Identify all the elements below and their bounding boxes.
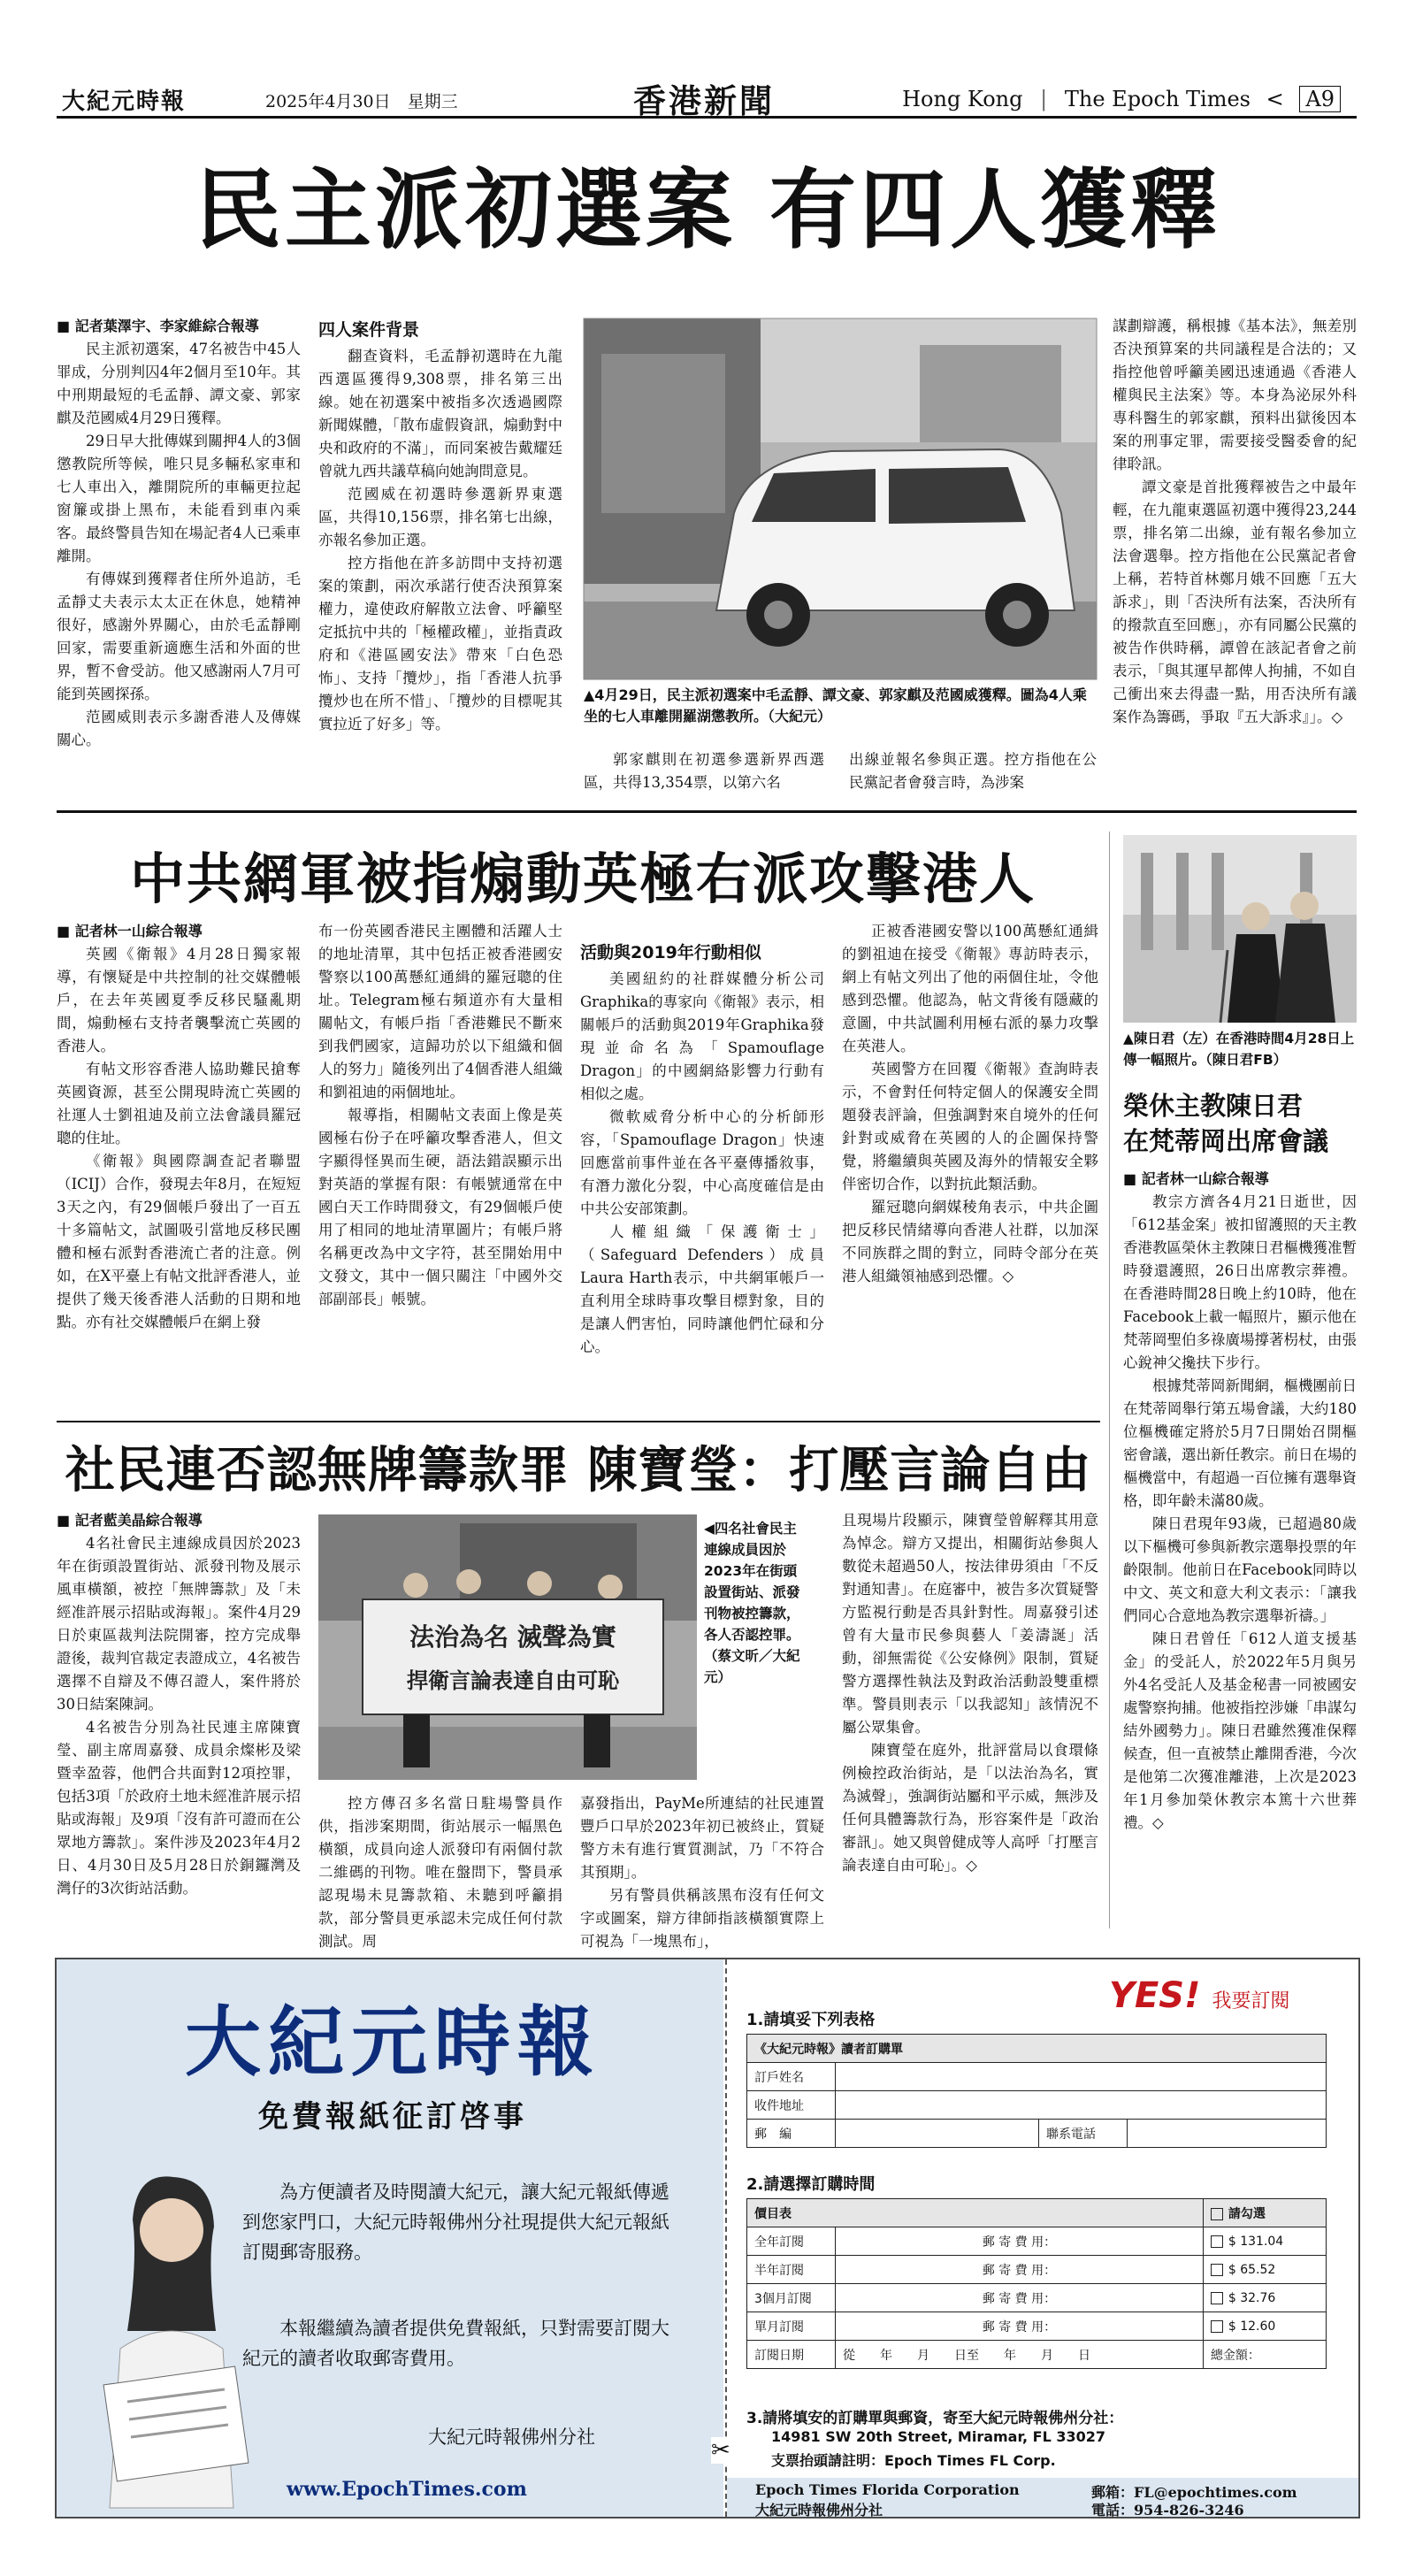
tick-head-checkbox — [1211, 2208, 1223, 2220]
car-photo — [584, 318, 1097, 679]
phone-label: 電話： — [1091, 2502, 1135, 2518]
ad-corp: Epoch Times Florida Corporation — [755, 2481, 1020, 2498]
price-head: 價目表 — [747, 2199, 1204, 2227]
row-price[interactable] — [1203, 2227, 1326, 2256]
row-label: 單月訂閱 — [747, 2312, 836, 2341]
tick-head-label: 請勾選 — [1228, 2206, 1266, 2221]
header-city: Hong Kong — [902, 87, 1023, 111]
row-checkbox[interactable] — [1211, 2320, 1223, 2333]
ad-cut-line — [725, 1959, 727, 2517]
story1-byline: ■ 記者葉澤宇、李家維綜合報導 — [57, 318, 259, 334]
form-title: 《大紀元時報》讀者訂購單 — [747, 2035, 1327, 2063]
story2-p2: 有帖文形容香港人協助難民搶奪英國資源，甚至公開現時流亡英國的社運人士劉祖迪及前立法會議員羅冠聰的住址。 — [57, 1061, 301, 1146]
story2-p9: 正被香港國安警以100萬懸紅通緝的劉祖迪在接受《衛報》專訪時表示，網上有帖文列出了他的兩個住址，令他感到恐懼。他認為，帖文背後有隱藏的意圖，中共試圖利用極右派的暴力攻擊在英港人。 — [842, 923, 1098, 1054]
tick-head — [1203, 2199, 1326, 2227]
story3-byline: ■ 記者林一山綜合報導 — [1123, 1170, 1269, 1187]
story4-p6: 且現場片段顯示，陳寶瑩曾解釋其用意為悼念。辯方又提出，相關街站參與人數從未超過50人，按法律毋須由「不反對通知書」。在庭審中，被告多次質疑警方監視行動是否具針對性。周嘉發引述曾有大量市民參與藝人「姜濤誕」活動，卻無需從《公安條例》限制，質疑警方選擇性執法及對政治活動設雙重標準。警員則表示「以我認知」該情況不屬公眾集會。 — [842, 1512, 1098, 1736]
story2-byline: ■ 記者林一山綜合報導 — [57, 923, 203, 939]
story2-col3 — [580, 938, 824, 1415]
story1-col5 — [1113, 315, 1357, 793]
row-label: 全年訂閱 — [747, 2227, 836, 2256]
story1-caption: ▲4月29日，民主派初選案中毛孟靜、譚文豪、郭家麒及范國威獲釋。圖為4人乘坐的七人車離開羅湖懲教所。（大紀元） — [584, 686, 1087, 724]
scissors-icon: ✂ — [711, 2437, 730, 2464]
form-name-field[interactable] — [836, 2063, 1327, 2091]
right-column-divider — [1109, 832, 1110, 1928]
banner-text-2: 捍衛言論表達自由可恥 — [407, 1668, 619, 1693]
story4-col1 — [57, 1509, 301, 1934]
story4-p2: 4名被告分別為社民連主席陳寶瑩、副主席周嘉發、成員余燦彬及梁暨幸盈蓉，他們合共面對12項控罪，包括3項「於政府土地未經准許展示招貼或海報」及9項「沒有許可證而在公眾地方籌款」。案件涉及2023年4月2日、4月30日及5月28日於銅鑼灣及灣仔的3次街站活動。 — [57, 1719, 301, 1897]
story4-col2 — [318, 1792, 562, 1950]
row-fee: 郵 寄 費 用： — [836, 2312, 1204, 2341]
row-fee: 郵 寄 費 用： — [836, 2227, 1204, 2256]
subscription-ad — [55, 1958, 1360, 2518]
header-right: Hong Kong | The Epoch Times < A9 — [902, 87, 1341, 111]
row-price[interactable] — [1203, 2284, 1326, 2312]
ad-address1: 14981 SW 20th Street, Miramar, FL 33027 — [771, 2428, 1106, 2445]
ad-signature: 大紀元時報佛州分社 — [428, 2426, 595, 2448]
story2-p7: 微軟威脅分析中心的分析師形容，「Spamouflage Dragon」快速回應當前事件並在各平臺傳播敘事，有潛力激化分裂，中心高度確信是由中共公安部策劃。 — [580, 1108, 824, 1217]
story4-p3: 控方傳召多名當日駐場警員作供，指涉案期間，街站展示一幅黑色橫額，成員向途人派發印有兩個付款二維碼的刊物。唯在盤問下，警員承認現場未見籌款箱、未聽到呼籲捐款，部分警員更承認未完成任何付款測試。周 — [318, 1795, 562, 1950]
total-label: 總金額： — [1203, 2341, 1326, 2369]
date-label: 訂閱日期 — [747, 2341, 836, 2369]
story1-p9: 出線並報名參與正選。控方指他在公民黨記者會發言時，為涉案 — [849, 751, 1097, 791]
story4-headline: 社民連否認無牌籌款罪 陳寶瑩：打壓言論自由 — [65, 1441, 1092, 1499]
story3-photo — [1123, 835, 1357, 1023]
ad-phone — [1091, 2499, 1244, 2519]
story4-p7: 陳寶瑩在庭外，批評當局以食環條例檢控政治街站，是「以法治為名，實為滅聲」，強調街站屬和平示威，無涉及任何具體籌款行為，形容案件是「政治審訊」。她又與曾健成等人高呼「打壓言論表達自由可恥」。◇ — [842, 1742, 1098, 1874]
story1-headline: 民主派初選案 有四人獲釋 — [194, 159, 1221, 261]
row-checkbox[interactable] — [1211, 2292, 1223, 2304]
row-price-text: $ 65.52 — [1228, 2262, 1276, 2277]
ad-step2: 2.請選擇訂購時間 — [746, 2175, 876, 2194]
story1-p5: 翻查資料，毛孟靜初選時在九龍西選區獲得9,308票，排名第三出線。她在初選案中被指多次透過國際新聞媒體，「散布虛假資訊，煽動對中央和政府的不滿」，而同案被告戴耀廷曾就九西共議草稿向她詢問意見。 — [318, 348, 562, 479]
story1-p1: 民主派初選案，47名被告中45人罪成，分別判囚4年2個月至10年。其中刑期最短的毛孟靜、譚文豪、郭家麒及范國威4月29日獲釋。 — [57, 341, 301, 426]
ad-corp-cn: 大紀元時報佛州分社 — [755, 2502, 883, 2518]
form-phone-field[interactable] — [1128, 2120, 1327, 2148]
story3-p4: 陳日君曾任「612人道支援基金」的受託人，於2022年5月與另外4名受託人及基金秘書一同被國安處警察拘捕。他被指控涉嫌「串謀勾結外國勢力」。陳日君雖然獲准保釋候查，但一直被禁止離開香港，今次是他第二次獲准離港，上次是2023年1月參加榮休教宗本篤十六世葬禮。◇ — [1123, 1630, 1357, 1831]
row-fee: 郵 寄 費 用： — [836, 2284, 1204, 2312]
phone-value: 954-826-3246 — [1134, 2502, 1244, 2518]
story2-p4: 布一份英國香港民主團體和活躍人士的地址清單，其中包括正被香港國安警察以100萬懸紅通緝的羅冠聰的住址。Telegram極右頻道亦有大量相關帖文，有帳戶指「香港難民不斷來到我們國家，這歸功於以下組織和個人的努力」隨後列出了4個香港人組織和劉祖迪的兩個地址。 — [318, 923, 562, 1100]
divider-1 — [57, 810, 1357, 813]
row-price-text: $ 131.04 — [1228, 2234, 1284, 2249]
story4-photo — [318, 1514, 697, 1780]
page-number: A9 — [1299, 86, 1341, 112]
masthead: 大紀元時報 — [62, 88, 187, 115]
story2-p3: 《衛報》與國際調查記者聯盟（ICIJ）合作，發現去年8月，在短短3天之內，有29個帳戶發出了一百五十多篇帖文，試圖吸引當地反移民團體和極右派對香港流亡者的注意。例如，在X平臺上有帖文批評香港人，並提供了幾天後香港人活動的日期和地點。亦有社交媒體帳戶在網上發 — [57, 1153, 301, 1330]
row-checkbox[interactable] — [1211, 2235, 1223, 2248]
header-paper: The Epoch Times — [1064, 87, 1251, 111]
banner-text-1: 法治為名 滅聲為實 — [409, 1622, 616, 1652]
story2-col2 — [318, 920, 562, 1415]
story1-col3 — [584, 748, 824, 794]
form-addr-field[interactable] — [836, 2091, 1327, 2120]
row-fee: 郵 寄 費 用： — [836, 2256, 1204, 2284]
issue-date: 2025年4月30日 星期三 — [265, 92, 458, 111]
yes-text: YES! — [1109, 1975, 1201, 2016]
ad-website: www.EpochTimes.com — [287, 2478, 527, 2501]
story2-p6: 美國紐約的社群媒體分析公司Graphika的專家向《衛報》表示，相關帳戶的活動與2019年Graphika發現並命名為「Spamouflage Dragon」的中國網絡影響力行動有相似之處。 — [580, 970, 824, 1102]
story3-headline-1: 榮休主教陳日君 — [1123, 1091, 1304, 1121]
form-name-label: 訂戶姓名 — [747, 2063, 836, 2091]
story1-p10: 謀劃辯護，稱根據《基本法》，無差別否決預算案的共同議程是合法的；又指控他曾呼籲美國迅速通過《香港人權與民主法案》等。本身為泌尿外科專科醫生的郭家麒，預料出獄後因本案的刑事定罪，需要接受醫委會的紀律聆訊。 — [1113, 318, 1357, 472]
story1-photo — [584, 318, 1097, 679]
story2-p10: 英國警方在回覆《衛報》查詢時表示，不會對任何特定個人的保護安全問題發表評論，但強調對來自境外的任何針對或威脅在英國的人的企圖保持警覺，將繼續與英國及海外的情報安全夥伴密切合作，以對抗此類活動。 — [842, 1061, 1098, 1192]
story1-p4: 范國威則表示多謝香港人及傳媒關心。 — [57, 709, 301, 748]
form-zip-field[interactable] — [836, 2120, 1039, 2148]
story3-p1: 教宗方濟各4月21日逝世，因「612基金案」被扣留護照的天主教香港教區榮休主教陳日君樞機獲准暫時發還護照，26日出席教宗葬禮。在香港時間28日晚上約10時，他在Facebook上載一幅照片，顯示他在梵蒂岡聖伯多祿廣場撐著枴杖，由張心銳神父攙扶下步行。 — [1123, 1193, 1357, 1371]
yes-sub: 我要訂閱 — [1212, 1990, 1290, 2012]
email-value[interactable]: FL@epochtimes.com — [1134, 2484, 1297, 2501]
story4-caption: ◀四名社會民主連線成員因於2023年在街頭設置街站、派發刊物被控籌款，各人否認控罪。（蔡文昕／大紀元） — [704, 1521, 800, 1685]
section-title: 香港新聞 — [633, 81, 775, 120]
story4-byline: ■ 記者藍美晶綜合報導 — [57, 1512, 203, 1529]
story2-col4 — [842, 920, 1098, 1415]
story1-p7: 控方指他在許多訪問中支持初選案的策劃，兩次承諾行使否決預算案權力，違使政府解散立法會、呼籲堅定抵抗中共的「極權政權」，並指責政府和《港區國安法》帶來「白色恐怖」、支持「攬炒」，指「香港人抗爭攬炒也在所不惜」、「攬炒的目標呢其實拉近了好多」等。 — [318, 555, 562, 732]
ad-subtitle: 免費報紙征訂啓事 — [258, 2099, 527, 2135]
story3-p3: 陳日君現年93歲，已超過80歲以下樞機可參與新教宗選舉投票的年齡限制。他前日在Facebook同時以中文、英文和意大利文表示：「讓我們同心合意地為教宗選舉祈禱。」 — [1123, 1515, 1357, 1624]
story2-p1: 英國《衛報》4月28日獨家報導，有懷疑是中共控制的社交媒體帳戶，在去年英國夏季反移民騷亂期間，煽動極右支持者襲擊流亡英國的香港人。 — [57, 946, 301, 1054]
form-addr-label: 收件地址 — [747, 2091, 836, 2120]
story1-p8: 郭家麒則在初選參選新界西選區，共得13,354票，以第六名 — [584, 751, 824, 791]
order-form — [746, 2034, 1327, 2148]
story4-p4: 嘉發指出，PayMe所連結的社民連置豐戶口早於2023年初已被終止，質疑警方未有進行實質測試，乃「不符合其預期」。 — [580, 1795, 824, 1881]
date-text[interactable]: 從 年 月 日至 年 月 日 — [836, 2341, 1204, 2369]
row-price-text: $ 32.76 — [1228, 2290, 1276, 2305]
story4-col3 — [580, 1792, 824, 1950]
story1-col2 — [318, 315, 562, 793]
story1-col4 — [849, 748, 1097, 794]
story3-headline-2: 在梵蒂岡出席會議 — [1123, 1126, 1329, 1156]
story3-headline — [1123, 1088, 1357, 1159]
story2-p5: 報導指，相關帖文表面上像是英國極右份子在呼籲攻擊香港人，但文字顯得怪異而生硬，語法錯誤顯示出對英語的掌握有限：有帳號通常在中國白天工作時間發文，有29個帳戶使用了相同的地址清單圖片；有帳戶將名稱更改為中文字符，甚至開始用中文發文，其中一個只關注「中國外交部副部長」帳號。 — [318, 1107, 562, 1307]
story1-col1 — [57, 315, 301, 793]
row-price[interactable] — [1203, 2256, 1326, 2284]
ad-address2: 支票抬頭請註明：Epoch Times FL Corp. — [771, 2452, 1056, 2469]
protest-photo — [318, 1514, 697, 1780]
price-table — [746, 2198, 1327, 2369]
story1-p3: 有傳媒到獲釋者住所外追訪，毛孟靜丈夫表示太太正在休息，她精神很好，感謝外界關心，由於毛孟靜剛回家，需要重新適應生活和外面的世界，暫不會受訪。他又感謝兩人7月可能到英國探孫。 — [57, 571, 301, 702]
ad-logo: 大紀元時報 — [185, 1997, 600, 2087]
ad-para2: 本報繼續為讀者提供免費報紙，只對需要訂閱大紀元的讀者收取郵寄費用。 — [242, 2318, 669, 2369]
story1-p11: 譚文豪是首批獲釋被告之中最年輕，在九龍東選區初選中獲得23,244票，排名第二出線，並有報名參加立法會選舉。控方指他在公民黨記者會上稱，若特首林鄭月娥不回應「五大訴求」，則「否決所有法案，否決所有的撥款直至回應」，亦有同屬公民黨的被告作供時稱，譚曾在該記者會之前表示，「與其運早都俾人拘捕，不如自己衝出來去得盡一點，用否決所有議案作為籌碼，爭取『五大訴求』」。◇ — [1113, 479, 1357, 725]
ad-step1: 1.請填妥下列表格 — [746, 2011, 876, 2029]
form-zip-label: 郵 編 — [747, 2120, 836, 2148]
story3-caption: ▲陳日君（左）在香港時間4月28日上傳一幅照片。（陳日君FB） — [1123, 1031, 1355, 1068]
row-checkbox[interactable] — [1211, 2264, 1223, 2276]
story4-col4 — [842, 1509, 1098, 1934]
story2-col1 — [57, 920, 301, 1415]
story1-p2: 29日早大批傳媒到關押4人的3個懲教院所等候，唯只見多輛私家車和七人車出入，離開院所的車輛更拉起窗簾或掛上黑布，未能看到車內乘客。最終警員告知在場記者4人已乘車離開。 — [57, 433, 301, 564]
story1-p6: 范國威在初選時參選新界東選區，共得10,156票，排名第七出線，亦報名參加正選。 — [318, 486, 562, 548]
story3-p2: 根據梵蒂岡新聞網，樞機團前日在梵蒂岡舉行第五場會議，大約180位樞機確定將於5月7日開始召開樞密會議，選出新任教宗。前日在場的樞機當中，有超過一百位擁有選舉資格，即年齡未滿80歲。 — [1123, 1377, 1357, 1509]
woman-illustration — [74, 2154, 269, 2508]
story1-subhead: 四人案件背景 — [318, 320, 420, 340]
row-label: 3個月訂閱 — [747, 2284, 836, 2312]
row-price-text: $ 12.60 — [1228, 2319, 1276, 2334]
cardinal-photo — [1123, 835, 1357, 1023]
row-price[interactable] — [1203, 2312, 1326, 2341]
story2-p11: 羅冠聰向網媒稜角表示，中共企圖把反移民情緒導向香港人社群，以加深不同族群之間的對立，同時令部分在英港人組織領袖感到恐懼。◇ — [842, 1199, 1098, 1284]
story3-body — [1123, 1168, 1357, 1928]
story2-subhead: 活動與2019年行動相似 — [580, 943, 761, 962]
form-phone-label: 聯系電話 — [1039, 2120, 1128, 2148]
email-label: 郵箱： — [1091, 2484, 1135, 2501]
story2-p8: 人權組織「保護衛士」（Safeguard Defenders）成員Laura Harth表示，中共網軍帳戶一直利用全球時事攻擊目標對象，目的是讓人們害怕，同時讓他們忙碌和分心。 — [580, 1223, 824, 1355]
divider-2 — [57, 1421, 1100, 1422]
story4-p5: 另有警員供稱該黑布沒有任何文字或圖案，辯方律師指該橫額實際上可視為「一塊黑布」， — [580, 1887, 824, 1950]
story4-p1: 4名社會民主連線成員因於2023年在街頭設置街站、派發刊物及展示風車橫額，被控「無牌籌款」及「未經准許展示招貼或海報」。案件4月29日於東區裁判法院開審，控方完成舉證後，裁判官裁定表證成立，4名被告選擇不自辯及不傳召證人，案件將於30日結案陳詞。 — [57, 1535, 301, 1713]
row-label: 半年訂閱 — [747, 2256, 836, 2284]
ad-para1: 為方便讀者及時閱讀大紀元，讓大紀元報紙傳遞到您家門口，大紀元時報佛州分社現提供大紀元報紙訂閱郵寄服務。 — [242, 2181, 669, 2263]
ad-step3: 3.請將填安的訂購單與郵資，寄至大紀元時報佛州分社： — [746, 2410, 1124, 2427]
story2-headline: 中共網軍被指煽動英極右派攻擊港人 — [129, 847, 1036, 911]
ad-yes — [1109, 1975, 1289, 2016]
